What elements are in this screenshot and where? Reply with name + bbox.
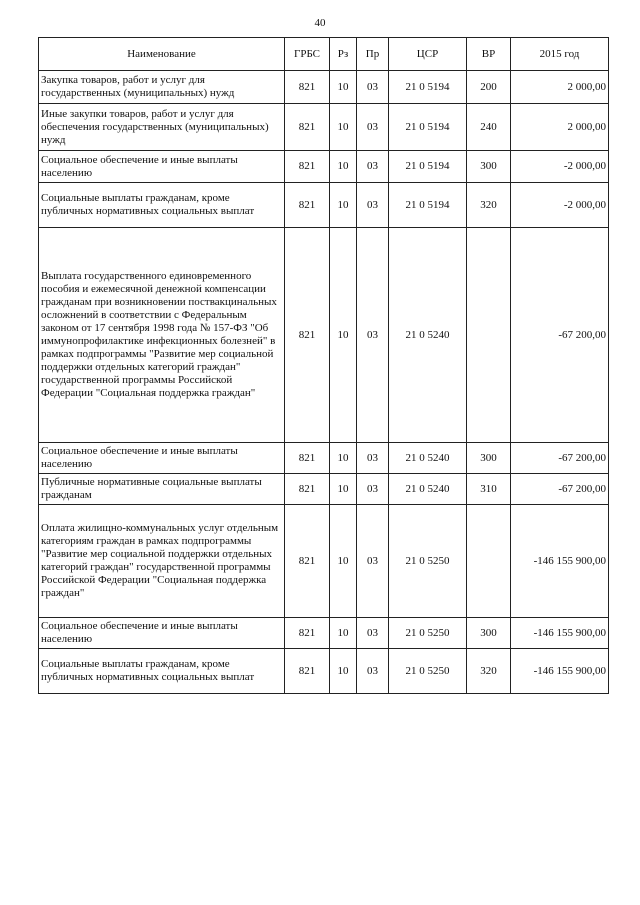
table-row <box>39 649 609 694</box>
header-csr: ЦСР <box>389 38 467 71</box>
cell-vr <box>467 228 511 443</box>
cell-pr: 03 <box>357 71 389 104</box>
cell-amount: -146 155 900,00 <box>511 618 609 649</box>
cell-rz: 10 <box>330 151 357 183</box>
table-row <box>39 104 609 151</box>
cell-rz: 10 <box>330 505 357 618</box>
cell-grbs: 821 <box>285 474 330 505</box>
cell-csr: 21 0 5194 <box>389 104 467 151</box>
cell-amount: -2 000,00 <box>511 151 609 183</box>
cell-pr: 03 <box>357 104 389 151</box>
page-number: 40 <box>314 17 326 29</box>
cell-grbs: 821 <box>285 649 330 694</box>
table-row <box>39 618 609 649</box>
cell-csr: 21 0 5250 <box>389 618 467 649</box>
cell-name: Социальное обеспечение и иные выплаты населению <box>39 618 285 649</box>
cell-amount: -146 155 900,00 <box>511 505 609 618</box>
cell-vr <box>467 505 511 618</box>
cell-rz: 10 <box>330 443 357 474</box>
cell-pr: 03 <box>357 505 389 618</box>
cell-vr: 320 <box>467 183 511 228</box>
cell-rz: 10 <box>330 618 357 649</box>
cell-amount: -146 155 900,00 <box>511 649 609 694</box>
cell-csr: 21 0 5240 <box>389 443 467 474</box>
header-rz: Рз <box>330 38 357 71</box>
cell-rz: 10 <box>330 104 357 151</box>
cell-amount: 2 000,00 <box>511 104 609 151</box>
cell-rz: 10 <box>330 71 357 104</box>
cell-rz: 10 <box>330 183 357 228</box>
cell-grbs: 821 <box>285 71 330 104</box>
cell-rz: 10 <box>330 649 357 694</box>
table-row <box>39 505 609 618</box>
cell-vr: 300 <box>467 618 511 649</box>
cell-csr: 21 0 5194 <box>389 71 467 104</box>
header-pr: Пр <box>357 38 389 71</box>
header-year: 2015 год <box>511 38 609 71</box>
cell-name: Социальные выплаты гражданам, кроме публичных нормативных социальных выплат <box>39 183 285 228</box>
cell-csr: 21 0 5194 <box>389 183 467 228</box>
cell-grbs: 821 <box>285 183 330 228</box>
cell-csr: 21 0 5194 <box>389 151 467 183</box>
cell-csr: 21 0 5240 <box>389 474 467 505</box>
cell-grbs: 821 <box>285 151 330 183</box>
cell-name: Социальное обеспечение и иные выплаты населению <box>39 151 285 183</box>
cell-grbs: 821 <box>285 104 330 151</box>
cell-grbs: 821 <box>285 228 330 443</box>
cell-rz: 10 <box>330 228 357 443</box>
cell-pr: 03 <box>357 151 389 183</box>
header-row <box>39 38 609 71</box>
cell-grbs: 821 <box>285 618 330 649</box>
cell-name: Социальное обеспечение и иные выплаты населению <box>39 443 285 474</box>
cell-vr: 200 <box>467 71 511 104</box>
cell-pr: 03 <box>357 228 389 443</box>
cell-name: Выплата государственного единовременного пособия и ежемесячной денежной компенсации гражданам при возникновении поствакцинальных осложнений в соответствии с Федеральным законом от 17 сентября 1998 года № 157-ФЗ "Об иммунопрофилактике инфекционных болезней" в рамках подпрограммы "Развитие мер социальной поддержки отдельных категорий граждан" государственной программы Российской Федерации "Социальная поддержка граждан" <box>39 228 285 443</box>
header-name: Наименование <box>39 38 285 71</box>
header-vr: ВР <box>467 38 511 71</box>
cell-amount: -67 200,00 <box>511 228 609 443</box>
cell-vr: 240 <box>467 104 511 151</box>
cell-amount: -2 000,00 <box>511 183 609 228</box>
cell-pr: 03 <box>357 474 389 505</box>
cell-vr: 300 <box>467 151 511 183</box>
cell-csr: 21 0 5250 <box>389 649 467 694</box>
header-grbs: ГРБС <box>285 38 330 71</box>
cell-pr: 03 <box>357 649 389 694</box>
cell-name: Публичные нормативные социальные выплаты гражданам <box>39 474 285 505</box>
table-row <box>39 474 609 505</box>
cell-pr: 03 <box>357 443 389 474</box>
cell-name: Социальные выплаты гражданам, кроме публичных нормативных социальных выплат <box>39 649 285 694</box>
table-row <box>39 71 609 104</box>
cell-amount: 2 000,00 <box>511 71 609 104</box>
table-row <box>39 151 609 183</box>
cell-csr: 21 0 5250 <box>389 505 467 618</box>
cell-pr: 03 <box>357 618 389 649</box>
table-row <box>39 443 609 474</box>
cell-name: Закупка товаров, работ и услуг для государственных (муниципальных) нужд <box>39 71 285 104</box>
cell-name: Иные закупки товаров, работ и услуг для обеспечения государственных (муниципальных) нужд <box>39 104 285 151</box>
cell-amount: -67 200,00 <box>511 443 609 474</box>
cell-grbs: 821 <box>285 505 330 618</box>
table-row <box>39 183 609 228</box>
cell-vr: 300 <box>467 443 511 474</box>
cell-csr: 21 0 5240 <box>389 228 467 443</box>
cell-name: Оплата жилищно-коммунальных услуг отдельным категориям граждан в рамках подпрограммы "Развитие мер социальной поддержки отдельных категорий граждан" государственной программы Российской Федерации "Социальная поддержка граждан" <box>39 505 285 618</box>
cell-vr: 310 <box>467 474 511 505</box>
table-row <box>39 228 609 443</box>
budget-table <box>38 37 609 694</box>
cell-rz: 10 <box>330 474 357 505</box>
cell-grbs: 821 <box>285 443 330 474</box>
cell-vr: 320 <box>467 649 511 694</box>
cell-amount: -67 200,00 <box>511 474 609 505</box>
cell-pr: 03 <box>357 183 389 228</box>
